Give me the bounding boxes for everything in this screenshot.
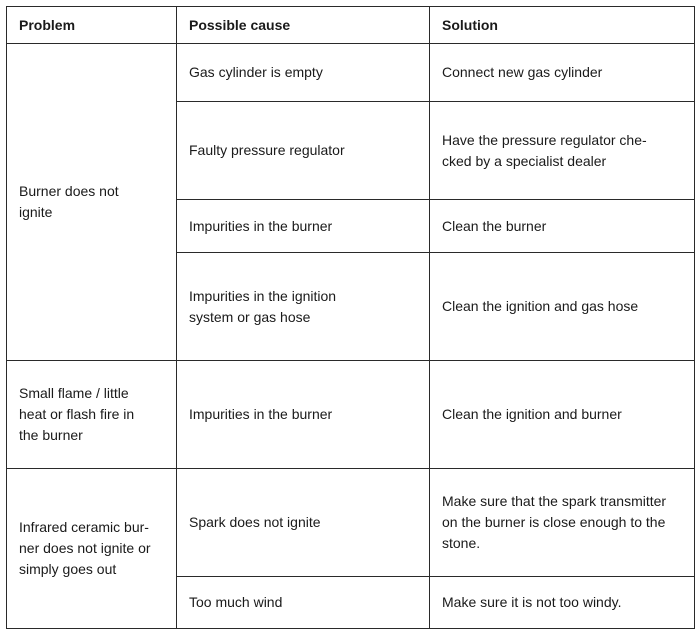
problem-cell: Small flame / little heat or flash fire in the burner [7, 361, 177, 469]
solution-cell: Connect new gas cylinder [430, 44, 695, 102]
cause-cell: Faulty pressure regulator [177, 102, 430, 200]
solution-cell: Make sure that the spark transmitter on the burner is close enough to the stone. [430, 469, 695, 577]
cause-cell: Spark does not ignite [177, 469, 430, 577]
cause-cell: Impurities in the burner [177, 200, 430, 253]
table-header-row [7, 7, 695, 44]
table-row [7, 469, 695, 577]
header-problem: Problem [7, 7, 177, 44]
solution-cell: Have the pressure regulator che- cked by a specialist dealer [430, 102, 695, 200]
table-row [7, 44, 695, 102]
solution-cell: Clean the burner [430, 200, 695, 253]
solution-cell: Clean the ignition and burner [430, 361, 695, 469]
problem-cell: Burner does not ignite [7, 44, 177, 361]
solution-cell: Clean the ignition and gas hose [430, 253, 695, 361]
header-possible-cause: Possible cause [177, 7, 430, 44]
solution-cell: Make sure it is not too windy. [430, 577, 695, 629]
cause-cell: Impurities in the burner [177, 361, 430, 469]
cause-cell: Too much wind [177, 577, 430, 629]
troubleshooting-table [6, 6, 695, 629]
header-solution: Solution [430, 7, 695, 44]
cause-cell: Impurities in the ignition system or gas hose [177, 253, 430, 361]
table-row [7, 361, 695, 469]
problem-cell: Infrared ceramic bur- ner does not ignite or simply goes out [7, 469, 177, 629]
cause-cell: Gas cylinder is empty [177, 44, 430, 102]
